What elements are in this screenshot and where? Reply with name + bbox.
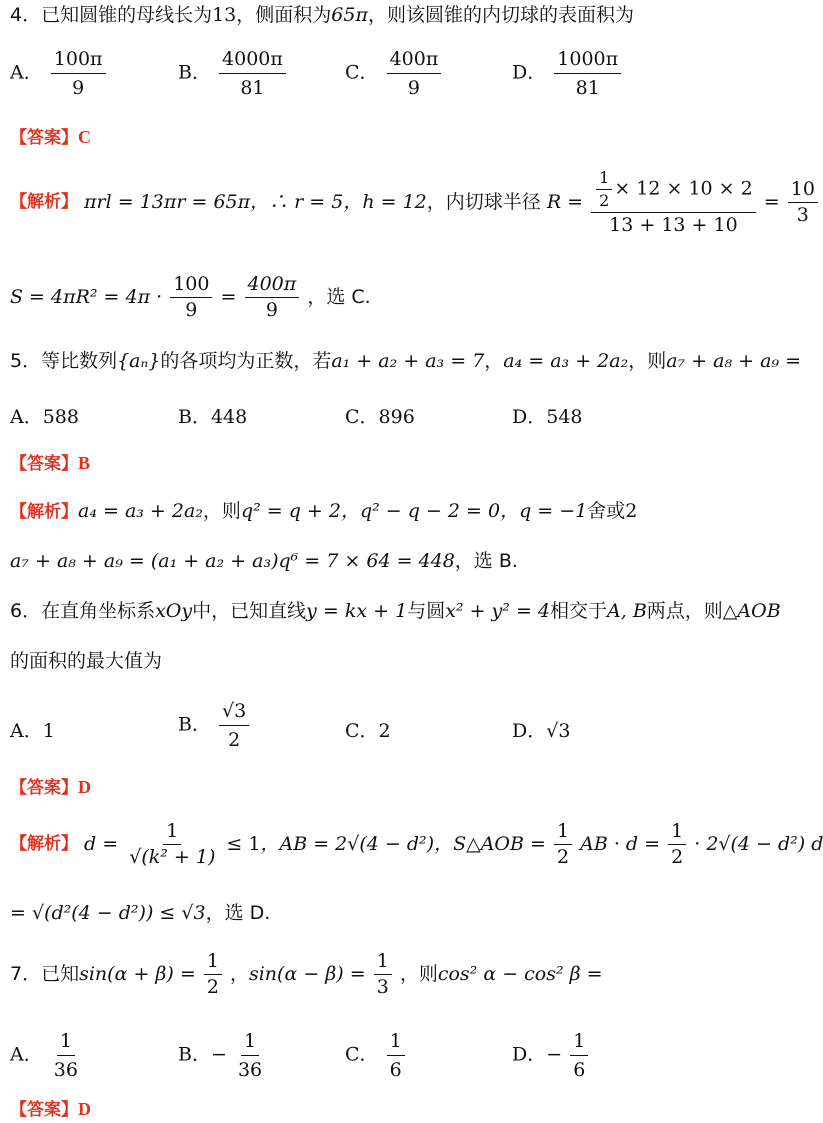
- q4-sol-S-num: 100: [170, 275, 212, 298]
- q7-stem-f2-den: 3: [376, 976, 389, 998]
- q6-sol-line2: [10, 904, 270, 923]
- q5-sol-3: q² = q + 2: [240, 500, 341, 522]
- q5-sol-1: a₄ = a₃ + 2a₂: [78, 500, 203, 522]
- q4-option-a[interactable]: [10, 48, 108, 99]
- q7-option-a[interactable]: [10, 1030, 83, 1081]
- q5-stem-eq3: a₇ + a₈ + a₉ =: [666, 350, 801, 372]
- q4-sol-big-fraction: [591, 170, 756, 235]
- q4-option-b-num: 4000π: [219, 48, 286, 74]
- q4-option-d-num: 1000π: [554, 48, 621, 74]
- q6-stem-text-a: 6．在直角坐标系: [10, 600, 156, 622]
- q4-analysis: [10, 170, 820, 235]
- q4-sol-S2-den: 9: [265, 299, 278, 321]
- q7-stem-sin1: sin(α + β) =: [79, 963, 196, 985]
- q5-answer-tag: 【答案】: [10, 454, 78, 474]
- q6-sol-s2-num: 1: [668, 822, 686, 845]
- q5-stem: [10, 352, 801, 371]
- q5-sol-4: ，q² − q − 2 = 0: [340, 500, 501, 522]
- q6-option-a[interactable]: A．1: [10, 720, 55, 742]
- q7-option-c[interactable]: [345, 1030, 407, 1081]
- q4-option-d-label: D．: [512, 61, 547, 84]
- q5-sol-choose: ，选 B.: [454, 550, 518, 572]
- q6-sol-d: d =: [84, 833, 119, 855]
- q6-stem-text-b: 中，已知直线: [192, 600, 307, 622]
- q6-answer-value: D: [78, 777, 91, 797]
- q4-option-c-label: C．: [345, 61, 379, 84]
- q4-sol-4: ，内切球半径: [426, 191, 541, 213]
- q4-sol-res-den: 3: [796, 204, 809, 226]
- q4-sol-choose: ，选 C.: [307, 286, 371, 308]
- q7-stem-f1-num: 1: [204, 952, 222, 975]
- q4-answer: [10, 128, 91, 147]
- q7-stem-sin2: sin(α − β) =: [248, 963, 366, 985]
- q7-option-a-den: 36: [53, 1059, 78, 1081]
- q6-answer: [10, 778, 91, 797]
- q6-option-b[interactable]: [178, 700, 251, 751]
- q6-sol-s-den: 2: [556, 846, 570, 868]
- q6-option-b-label: B．: [178, 713, 211, 736]
- q5-stem-text-b: 的各项均为正数，若: [160, 350, 332, 372]
- q5-sol-2: ，则: [202, 500, 241, 522]
- q6-sol-d-num: 1: [163, 822, 181, 845]
- q6-option-c[interactable]: C．2: [345, 720, 391, 742]
- q7-option-d-label: D．−: [512, 1043, 563, 1066]
- q5-stem-seq: {aₙ}: [117, 350, 161, 372]
- q7-option-d-num: 1: [570, 1030, 588, 1056]
- q6-stem-text-d: 相交于: [550, 600, 608, 622]
- q4-option-d-den: 81: [575, 77, 600, 99]
- q6-sol-ab: ，AB = 2√(4 − d²): [260, 833, 435, 855]
- q6-option-b-den: 2: [228, 729, 241, 751]
- q4-option-d[interactable]: [512, 48, 623, 99]
- q6-stem-circle: x² + y² = 4: [445, 600, 550, 622]
- q6-stem-text-c: 与圆: [407, 600, 446, 622]
- q4-sol-res-num: 10: [788, 180, 818, 203]
- q5-analysis: [10, 502, 637, 521]
- q4-stem-text-c: ，则该圆锥的内切球的表面积为: [367, 4, 634, 26]
- q6-option-b-num: √3: [219, 700, 249, 726]
- q6-option-d[interactable]: [512, 716, 570, 743]
- q4-stem-13: 13: [212, 4, 237, 26]
- q5-answer: [10, 454, 90, 473]
- q6-stem-pts: A, B: [607, 600, 647, 622]
- q6-sol-d-den: √(k² + 1): [129, 846, 216, 868]
- q4-sol-half-num: 1: [596, 170, 612, 190]
- q7-option-b-den: 36: [237, 1059, 263, 1081]
- q4-option-a-label: A．: [10, 61, 43, 84]
- q6-sol-line2-eq: = √(d²(4 − d²)) ≤ √3: [10, 902, 206, 924]
- q6-stem-text-e: 两点，则: [646, 600, 723, 622]
- q7-option-c-den: 6: [389, 1059, 402, 1081]
- q5-answer-value: B: [78, 453, 91, 473]
- q7-option-b[interactable]: [178, 1030, 267, 1081]
- q7-option-d[interactable]: [512, 1030, 590, 1081]
- q4-option-c-den: 9: [407, 77, 421, 99]
- q4-option-a-den: 9: [72, 77, 85, 99]
- q5-stem-eq1: a₁ + a₂ + a₃ = 7: [331, 350, 485, 372]
- q7-option-d-den: 6: [573, 1059, 586, 1081]
- q5-sol-5: ，q = −1: [500, 500, 588, 522]
- q7-option-c-label: C．: [345, 1043, 379, 1066]
- q4-sol-S-den: 9: [185, 299, 198, 321]
- q4-analysis-tag: 【解析】: [10, 192, 78, 212]
- q4-sol-half-den: 2: [599, 191, 610, 210]
- q7-stem-text-b: ，: [229, 963, 249, 985]
- q7-stem: [10, 952, 603, 997]
- q5-stem-text-d: ，则: [628, 350, 667, 372]
- q4-sol-big-num-rest: × 12 × 10 × 2: [614, 177, 753, 200]
- q6-sol-s2-den: 2: [671, 846, 684, 868]
- q6-option-d-value: √3: [546, 720, 571, 742]
- q5-option-d[interactable]: D．548: [512, 406, 583, 428]
- q6-answer-tag: 【答案】: [10, 778, 78, 798]
- q4-answer-tag: 【答案】: [10, 128, 78, 148]
- q7-stem-f2-num: 1: [374, 952, 392, 975]
- q4-option-b[interactable]: [178, 48, 288, 99]
- q7-stem-text-c: ，则: [399, 963, 438, 985]
- q4-stem-text-b: ，侧面积为: [236, 4, 332, 26]
- q4-sol-S-eq: =: [220, 286, 237, 308]
- q6-stem: [10, 602, 781, 621]
- q5-option-b[interactable]: B．448: [178, 406, 248, 428]
- q7-option-b-num: 1: [241, 1030, 259, 1056]
- q4-option-a-num: 100π: [51, 48, 106, 74]
- q4-sol-S2-num: 400π: [245, 275, 300, 298]
- q6-sol-s-end: · 2√(4 − d²) d: [694, 833, 823, 855]
- q6-analysis: [10, 822, 823, 867]
- q7-answer-tag: 【答案】: [10, 1100, 78, 1120]
- q7-stem-text-a: 7．已知: [10, 963, 80, 985]
- q6-stem-xoy: xOy: [155, 600, 193, 622]
- q6-sol-s: ，S△AOB =: [434, 833, 546, 855]
- q6-option-d-label: D．: [512, 720, 547, 742]
- q4-sol-line2: [10, 275, 371, 320]
- q5-sol-7: 2: [625, 500, 638, 522]
- q7-answer: [10, 1100, 91, 1119]
- q6-stem-tri: △AOB: [722, 600, 781, 622]
- q4-sol-2: ，∴ r = 5: [250, 191, 344, 213]
- q5-stem-text-a: 5．等比数列: [10, 350, 118, 372]
- q4-stem-text-a: 4．已知圆锥的母线长为: [10, 4, 213, 26]
- q5-stem-text-c: ，: [484, 350, 504, 372]
- q5-option-a[interactable]: A．588: [10, 406, 79, 428]
- q4-option-b-label: B．: [178, 61, 211, 84]
- q4-stem: [10, 6, 634, 25]
- q5-sol-line2: [10, 552, 518, 571]
- q4-option-b-den: 81: [240, 77, 265, 99]
- q5-sol-line2-eq: a₇ + a₈ + a₉ = (a₁ + a₂ + a₃)q⁶ = 7 × 64 = 448: [10, 550, 455, 572]
- q6-analysis-tag: 【解析】: [10, 834, 78, 854]
- q4-option-c-num: 400π: [387, 48, 442, 74]
- q5-sol-6: 舍或: [587, 500, 626, 522]
- q6-sol-choose: ，选 D.: [205, 902, 271, 924]
- q7-answer-value: D: [78, 1099, 91, 1119]
- q7-option-a-label: A．: [10, 1043, 43, 1066]
- q7-option-c-num: 1: [387, 1030, 405, 1056]
- q4-sol-R: R =: [546, 191, 584, 213]
- q5-analysis-tag: 【解析】: [10, 502, 78, 522]
- q4-sol-eq: =: [763, 191, 780, 213]
- q4-sol-3: ，h = 12: [343, 191, 427, 213]
- q4-option-c[interactable]: [345, 48, 443, 99]
- q7-option-a-num: 1: [57, 1030, 75, 1056]
- q6-sol-s-mid: AB · d =: [580, 833, 661, 855]
- q6-stem-line2: 的面积的最大值为: [10, 650, 163, 672]
- q5-stem-eq2: a₄ = a₃ + 2a₂: [503, 350, 629, 372]
- q6-sol-s-num: 1: [554, 822, 572, 845]
- q6-stem-line: y = kx + 1: [306, 600, 408, 622]
- q6-sol-le1: ≤ 1: [226, 833, 261, 855]
- q4-stem-65pi: 65π: [331, 4, 368, 26]
- q4-sol-big-den: 13 + 13 + 10: [609, 214, 738, 236]
- q4-answer-value: C: [78, 127, 91, 147]
- q7-stem-f1-den: 2: [206, 976, 219, 998]
- q5-option-c[interactable]: C．896: [345, 406, 415, 428]
- q4-sol-S: S = 4πR² = 4π ·: [10, 286, 163, 308]
- q4-sol-1: πrl = 13πr = 65π: [84, 191, 251, 213]
- q7-option-b-label: B．−: [178, 1043, 227, 1066]
- q7-stem-cos: cos² α − cos² β =: [437, 963, 603, 985]
